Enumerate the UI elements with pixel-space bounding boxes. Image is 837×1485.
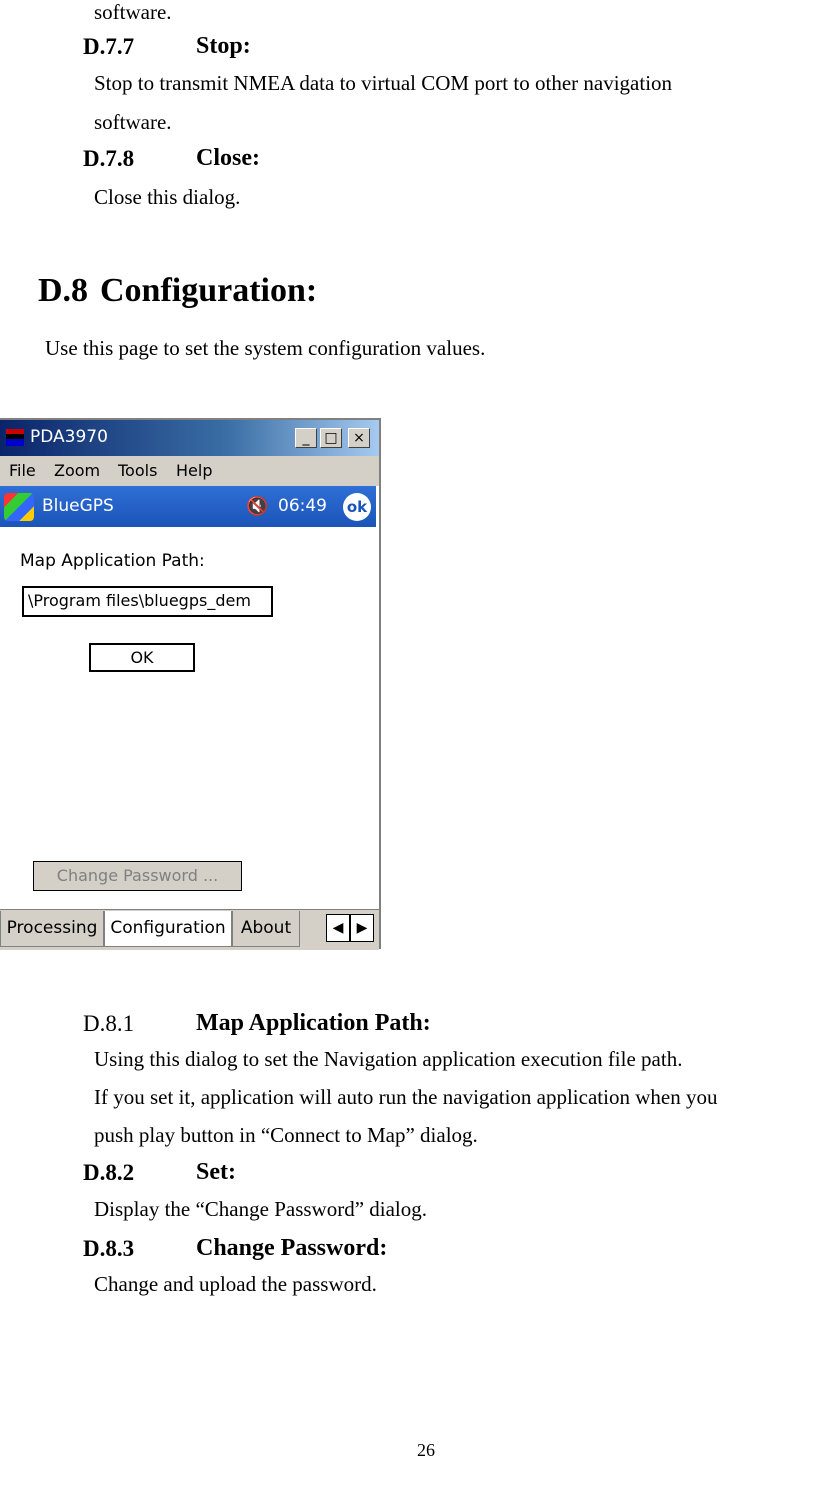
d82-title: Set:	[196, 1159, 236, 1185]
d78-number: D.7.8	[83, 146, 135, 171]
tab-processing[interactable]: Processing	[0, 911, 104, 947]
d82-line1: Display the “Change Password” dialog.	[94, 1197, 428, 1221]
maximize-button[interactable]: □	[320, 428, 342, 448]
page-number: 26	[417, 1440, 435, 1460]
minimize-button[interactable]: _	[295, 428, 317, 448]
menu-file[interactable]: File	[9, 461, 36, 480]
window-title: PDA3970	[30, 427, 108, 447]
tab-scroll-left-icon[interactable]: ◀	[326, 914, 350, 942]
nav-app-name: BlueGPS	[42, 496, 114, 516]
tab-about[interactable]: About	[232, 911, 300, 947]
d82-number: D.8.2	[83, 1160, 135, 1185]
menu-tools[interactable]: Tools	[118, 461, 158, 480]
d77-line1: Stop to transmit NMEA data to virtual COM port to other navigation	[94, 71, 673, 95]
window-titlebar	[0, 420, 379, 456]
speaker-muted-icon[interactable]: 🔇	[246, 496, 269, 517]
nav-bar	[0, 486, 376, 527]
map-path-input[interactable]: \Program files\bluegps_dem	[22, 586, 273, 617]
d81-title: Map Application Path:	[196, 1010, 431, 1036]
d83-title: Change Password:	[196, 1235, 388, 1261]
d78-line1: Close this dialog.	[94, 185, 241, 209]
pda-screenshot	[0, 418, 381, 949]
d81-line1: Using this dialog to set the Navigation application execution file path.	[94, 1047, 683, 1071]
menu-zoom[interactable]: Zoom	[54, 461, 101, 480]
d81-number: D.8.1	[83, 1011, 135, 1036]
d81-line3: push play button in “Connect to Map” dialog.	[94, 1123, 478, 1147]
d77-line2: software.	[94, 110, 172, 134]
tab-bar	[0, 909, 379, 950]
windows-start-icon[interactable]	[4, 493, 34, 521]
section-intro: Use this page to set the system configuration values.	[45, 336, 486, 360]
d77-title: Stop:	[196, 33, 251, 59]
ok-round-button[interactable]: ok	[343, 493, 371, 521]
d77-number: D.7.7	[83, 34, 135, 59]
menu-help[interactable]: Help	[176, 461, 213, 480]
d83-number: D.8.3	[83, 1236, 135, 1261]
app-icon	[6, 429, 24, 446]
d81-line2: If you set it, application will auto run the navigation application when you	[94, 1085, 718, 1109]
change-password-button[interactable]: Change Password ...	[33, 861, 242, 891]
section-number: D.8	[38, 272, 89, 309]
menu-bar	[0, 456, 379, 486]
clock-time: 06:49	[278, 496, 327, 516]
map-path-label: Map Application Path:	[20, 551, 205, 571]
d83-line1: Change and upload the password.	[94, 1272, 377, 1296]
section-title: Configuration:	[100, 272, 318, 309]
tab-scroll-right-icon[interactable]: ▶	[350, 914, 374, 942]
d78-title: Close:	[196, 145, 260, 171]
close-button[interactable]: ×	[348, 428, 370, 448]
continuation-text: software.	[94, 0, 172, 24]
tab-configuration[interactable]: Configuration	[104, 911, 232, 947]
ok-button[interactable]: OK	[89, 643, 195, 672]
